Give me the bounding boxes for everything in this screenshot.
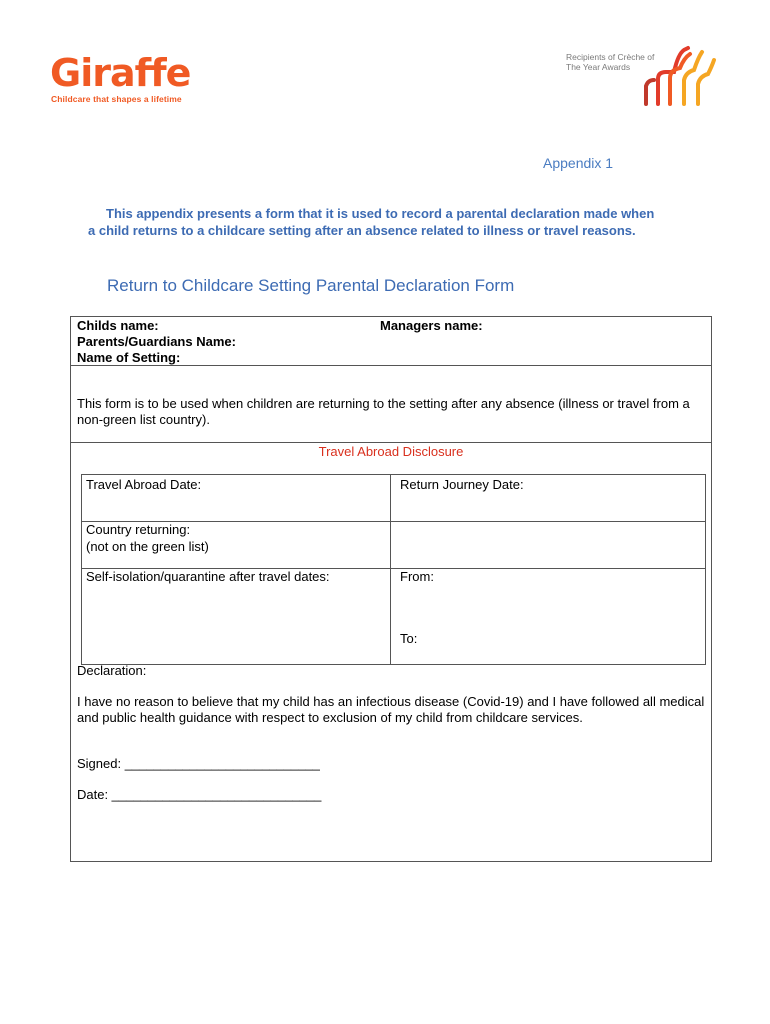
to-date-field[interactable]: To: xyxy=(400,631,418,646)
giraffe-logo: Giraffe xyxy=(50,51,191,95)
travel-abroad-date-field[interactable]: Travel Abroad Date: xyxy=(86,477,202,492)
intro-paragraph: This appendix presents a form that it is used to record a parental declaration made when a child returns to a childcare setting after an absence related to illness or travel reasons. xyxy=(88,206,655,238)
usage-note: This form is to be used when children are returning to the setting after any absence (illness or travel from a non-green list country). xyxy=(77,396,690,427)
parents-name-field[interactable]: Parents/Guardians Name: xyxy=(77,334,236,349)
form-title: Return to Childcare Setting Parental Declaration Form xyxy=(107,276,515,295)
date-field[interactable]: Date: _____________________________ xyxy=(77,787,322,802)
from-date-field[interactable]: From: xyxy=(400,569,434,584)
signed-field[interactable]: Signed: ___________________________ xyxy=(77,756,320,771)
declaration-label: Declaration: xyxy=(77,663,147,678)
isolation-dates-field[interactable]: Self-isolation/quarantine after travel dates: xyxy=(86,569,330,584)
award-giraffes-icon xyxy=(640,44,720,106)
logo-tagline: Childcare that shapes a lifetime xyxy=(51,94,182,104)
declaration-form xyxy=(70,316,712,862)
setting-name-field[interactable]: Name of Setting: xyxy=(77,350,181,365)
country-note: (not on the green list) xyxy=(86,539,209,554)
managers-name-field[interactable]: Managers name: xyxy=(380,318,483,333)
travel-table xyxy=(81,474,706,665)
return-journey-date-field[interactable]: Return Journey Date: xyxy=(400,477,524,492)
award-text: Recipients of Crèche of The Year Awards xyxy=(566,52,655,72)
appendix-label: Appendix 1 xyxy=(543,155,614,171)
divider xyxy=(71,442,711,443)
travel-heading: Travel Abroad Disclosure xyxy=(318,444,464,459)
divider xyxy=(71,365,711,366)
country-returning-field[interactable]: Country returning: xyxy=(86,522,191,537)
declaration-statement: I have no reason to believe that my child has an infectious disease (Covid-19) and I have followed all medical and public health guidance with respect to exclusion of my child from childcare services. xyxy=(77,694,705,725)
childs-name-field[interactable]: Childs name: xyxy=(77,318,159,333)
